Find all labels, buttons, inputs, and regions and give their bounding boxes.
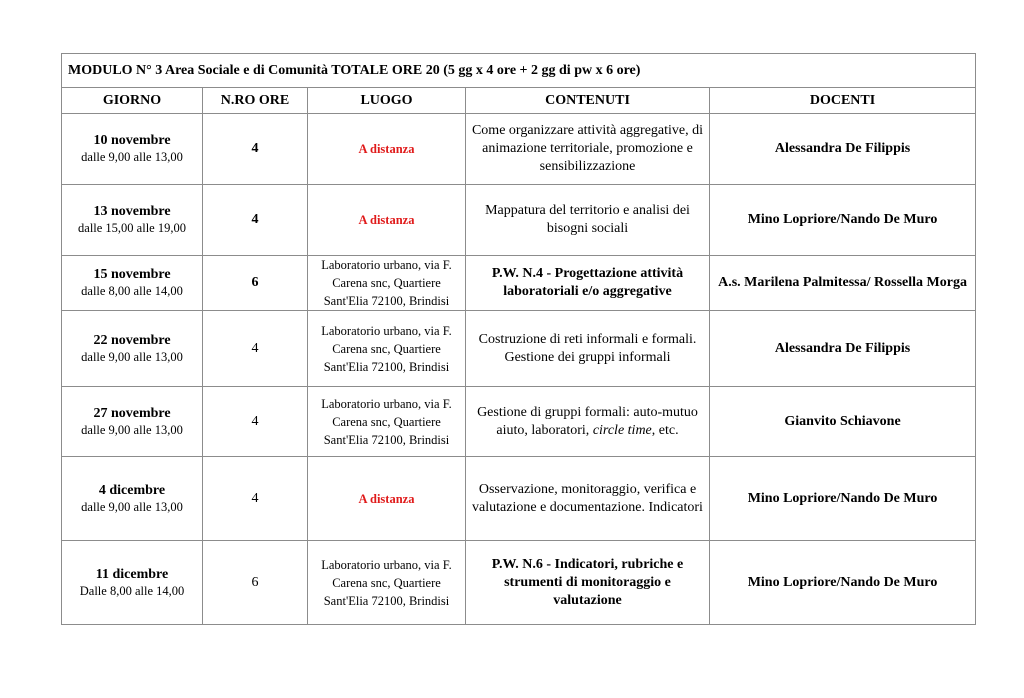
docenti-cell: Gianvito Schiavone xyxy=(710,387,976,457)
ore-cell: 6 xyxy=(203,256,308,311)
header-giorno: GIORNO xyxy=(62,88,203,114)
header-contenuti: CONTENUTI xyxy=(466,88,710,114)
docenti-cell: Mino Lopriore/Nando De Muro xyxy=(710,457,976,541)
ore-cell: 4 xyxy=(203,114,308,185)
giorno-cell xyxy=(62,457,203,541)
docenti-cell: Mino Lopriore/Nando De Muro xyxy=(710,185,976,256)
day-date: 4 dicembre xyxy=(98,482,166,498)
day-hours: dalle 9,00 alle 13,00 xyxy=(81,349,183,364)
table-row xyxy=(62,457,976,541)
giorno-cell xyxy=(62,541,203,625)
day-date: 15 novembre xyxy=(93,267,171,282)
ore-cell: 4 xyxy=(203,457,308,541)
table-row xyxy=(62,387,976,457)
luogo-cell: Laboratorio urbano, via F. Carena snc, Quartiere Sant'Elia 72100, Brindisi xyxy=(308,311,466,387)
day-hours: dalle 9,00 alle 13,00 xyxy=(81,150,183,164)
day-hours: dalle 15,00 alle 19,00 xyxy=(78,221,186,235)
contenuti-text: Gestione di gruppi formali: auto-mutuo aiuto, laboratori, xyxy=(477,404,698,438)
luogo-cell: A distanza xyxy=(308,114,466,185)
giorno-cell xyxy=(62,114,203,185)
contenuti-cell: Costruzione di reti informali e formali. Gestione dei gruppi informali xyxy=(466,311,710,387)
docenti-cell: A.s. Marilena Palmitessa/ Rossella Morga xyxy=(710,256,976,311)
ore-cell: 4 xyxy=(203,387,308,457)
contenuti-cell: P.W. N.4 - Progettazione attività laboratoriali e/o aggregative xyxy=(466,256,710,311)
contenuti-cell: P.W. N.6 - Indicatori, rubriche e strumenti di monitoraggio e valutazione xyxy=(466,541,710,625)
ore-cell: 4 xyxy=(203,311,308,387)
contenuti-cell: Osservazione, monitoraggio, verifica e valutazione e documentazione. Indicatori xyxy=(466,457,710,541)
ore-cell: 4 xyxy=(203,185,308,256)
table-row xyxy=(62,541,976,625)
contenuti-cell: Mappatura del territorio e analisi dei bisogni sociali xyxy=(466,185,710,256)
title-row xyxy=(62,54,976,88)
module-title: MODULO N° 3 Area Sociale e di Comunità TOTALE ORE 20 (5 gg x 4 ore + 2 gg di pw x 6 ore) xyxy=(62,54,976,88)
table-row xyxy=(62,185,976,256)
giorno-cell xyxy=(62,387,203,457)
day-hours: dalle 9,00 alle 13,00 xyxy=(81,422,183,437)
day-hours: dalle 9,00 alle 13,00 xyxy=(81,499,183,514)
day-hours: Dalle 8,00 alle 14,00 xyxy=(79,583,185,598)
luogo-cell: A distanza xyxy=(308,457,466,541)
contenuti-cell xyxy=(466,387,710,457)
table-row xyxy=(62,311,976,387)
contenuti-italic: circle time xyxy=(592,422,652,438)
giorno-cell xyxy=(62,311,203,387)
day-date: 13 novembre xyxy=(93,204,171,219)
schedule-table xyxy=(61,53,976,625)
day-date: 11 dicembre xyxy=(95,566,169,582)
docenti-cell: Mino Lopriore/Nando De Muro xyxy=(710,541,976,625)
table-row xyxy=(62,256,976,311)
contenuti-cell: Come organizzare attività aggregative, di animazione territoriale, promozione e sensibilizzazione xyxy=(466,114,710,185)
day-hours: dalle 8,00 alle 14,00 xyxy=(81,284,183,298)
luogo-cell: Laboratorio urbano, via F. Carena snc, Quartiere Sant'Elia 72100, Brindisi xyxy=(308,256,466,311)
table-row xyxy=(62,114,976,185)
giorno-cell xyxy=(62,185,203,256)
header-ore: N.RO ORE xyxy=(203,88,308,114)
docenti-cell: Alessandra De Filippis xyxy=(710,311,976,387)
docenti-cell: Alessandra De Filippis xyxy=(710,114,976,185)
header-row xyxy=(62,88,976,114)
ore-cell: 6 xyxy=(203,541,308,625)
day-date: 10 novembre xyxy=(93,133,171,148)
luogo-cell: Laboratorio urbano, via F. Carena snc, Quartiere Sant'Elia 72100, Brindisi xyxy=(308,387,466,457)
header-docenti: DOCENTI xyxy=(710,88,976,114)
header-luogo: LUOGO xyxy=(308,88,466,114)
contenuti-text-end: , etc. xyxy=(651,422,679,438)
luogo-cell: Laboratorio urbano, via F. Carena snc, Quartiere Sant'Elia 72100, Brindisi xyxy=(308,541,466,625)
day-date: 22 novembre xyxy=(93,332,171,348)
luogo-cell: A distanza xyxy=(308,185,466,256)
giorno-cell xyxy=(62,256,203,311)
day-date: 27 novembre xyxy=(93,405,171,421)
